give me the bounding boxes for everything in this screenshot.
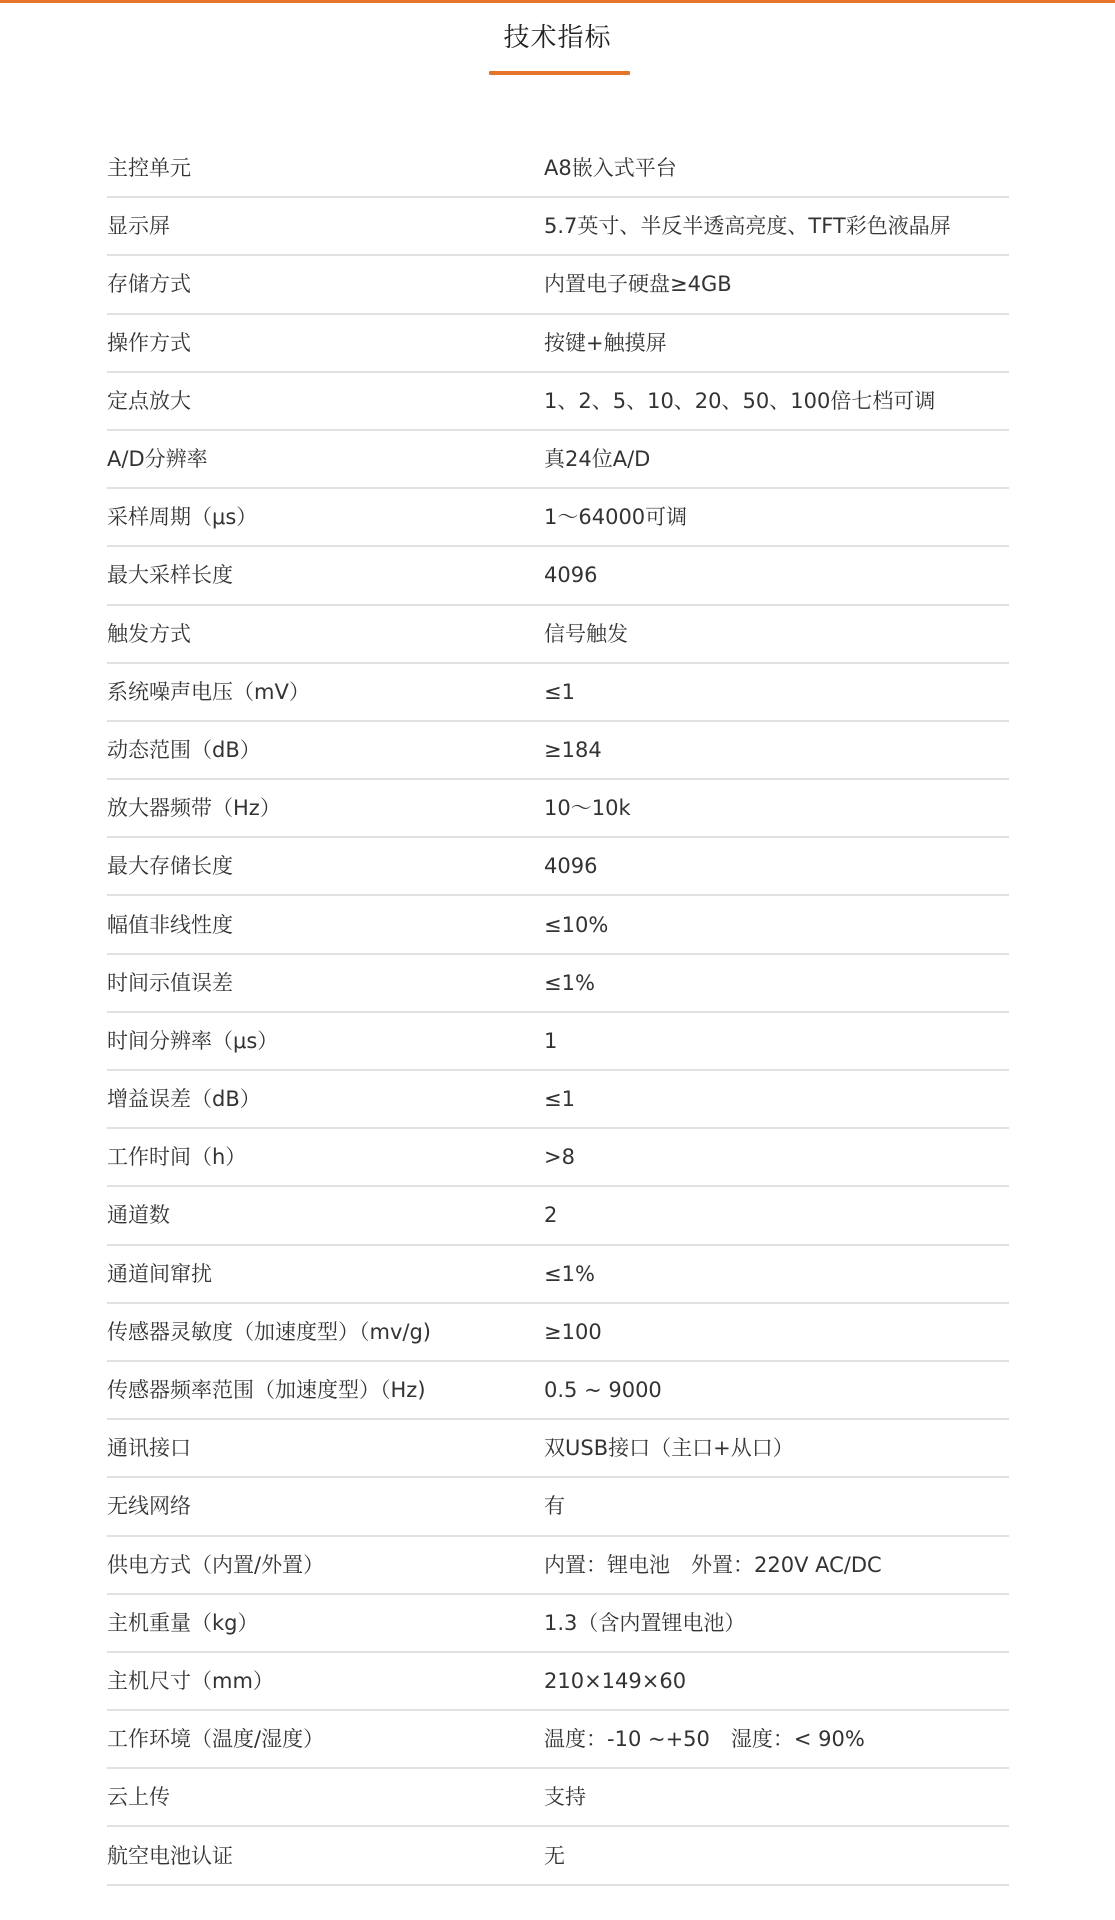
spec-label: 通道数 [107,1203,170,1228]
spec-value: 1～64000可调 [544,505,688,530]
spec-label: 工作时间（h） [107,1145,247,1170]
spec-row [107,1013,1009,1071]
spec-value: 4096 [544,854,598,879]
spec-value: ≤1% [544,970,595,995]
spec-label: 定点放大 [107,388,191,413]
spec-label: 工作环境（温度/湿度） [107,1727,325,1752]
spec-label: 触发方式 [107,621,191,646]
spec-row [107,780,1009,838]
spec-row [107,547,1009,605]
spec-value: 内置电子硬盘≥4GB [544,272,732,297]
spec-row [107,1187,1009,1245]
spec-value: ≤10% [544,912,609,937]
spec-label: 通道间窜扰 [107,1261,212,1286]
spec-row [107,722,1009,780]
spec-row [107,1246,1009,1304]
spec-row [107,198,1009,256]
spec-value: 温度：-10 ~+50 湿度：< 90% [544,1727,865,1752]
spec-row [107,489,1009,547]
spec-row [107,1478,1009,1536]
spec-row [107,838,1009,896]
spec-label: 存储方式 [107,272,191,297]
spec-row [107,664,1009,722]
spec-value: 有 [544,1494,565,1519]
section-header [0,0,1115,80]
spec-label: 传感器频率范围（加速度型）（Hz) [107,1378,426,1403]
spec-label: 放大器频带（Hz） [107,796,281,821]
spec-row [107,1711,1009,1769]
spec-row [107,1129,1009,1187]
spec-value: 信号触发 [544,621,628,646]
spec-value: ≤1% [544,1261,595,1286]
spec-label: 供电方式（内置/外置） [107,1552,325,1577]
spec-row [107,1420,1009,1478]
spec-label: 无线网络 [107,1494,191,1519]
spec-value: 无 [544,1843,565,1868]
spec-row [107,1827,1009,1885]
spec-label: 操作方式 [107,330,191,355]
spec-row [107,1537,1009,1595]
spec-value: 0.5 ~ 9000 [544,1378,662,1403]
spec-row [107,1769,1009,1827]
page-title: 技术指标 [503,23,612,53]
spec-label: 云上传 [107,1785,170,1810]
spec-label: 最大采样长度 [107,563,233,588]
spec-row [107,256,1009,314]
spec-label: 时间分辨率（μs） [107,1028,279,1053]
spec-row [107,1653,1009,1711]
spec-row [107,140,1009,198]
spec-value: 双USB接口（主口+从口） [544,1436,794,1461]
spec-value: 210×149×60 [544,1668,687,1693]
spec-label: 幅值非线性度 [107,912,233,937]
spec-label: A/D分辨率 [107,447,208,472]
spec-label: 采样周期（μs） [107,505,258,530]
spec-row [107,1362,1009,1420]
spec-row [107,1595,1009,1653]
spec-label: 显示屏 [107,214,170,239]
spec-value: 按键+触摸屏 [544,330,667,355]
spec-label: 时间示值误差 [107,970,233,995]
spec-label: 系统噪声电压（mV） [107,679,310,704]
spec-value: 4096 [544,563,598,588]
spec-row [107,315,1009,373]
spec-value: 1 [544,1028,558,1053]
spec-value: 真24位A/D [544,447,651,472]
spec-row [107,606,1009,664]
spec-row [107,955,1009,1013]
spec-label: 航空电池认证 [107,1843,233,1868]
spec-value: ≤1 [544,679,575,704]
spec-row [107,431,1009,489]
spec-value: 10～10k [544,796,631,821]
spec-value: 1、2、5、10、20、50、100倍七档可调 [544,388,936,413]
spec-label: 主机尺寸（mm） [107,1668,274,1693]
spec-label: 主机重量（kg） [107,1610,259,1635]
spec-value: ≤1 [544,1087,575,1112]
spec-value: A8嵌入式平台 [544,156,677,181]
spec-row [107,373,1009,431]
spec-value: 内置：锂电池 外置：220V AC/DC [544,1552,882,1577]
spec-value: 1.3（含内置锂电池） [544,1610,746,1635]
spec-value: >8 [544,1145,575,1170]
spec-row [107,1071,1009,1129]
spec-value: ≥100 [544,1319,602,1344]
spec-value: 5.7英寸、半反半透高亮度、TFT彩色液晶屏 [544,214,951,239]
spec-row [107,1304,1009,1362]
spec-label: 主控单元 [107,156,191,181]
spec-table [107,140,1009,1886]
spec-value: ≥184 [544,737,602,762]
spec-label: 最大存储长度 [107,854,233,879]
spec-label: 通讯接口 [107,1436,191,1461]
spec-value: 2 [544,1203,558,1228]
title-underline [489,71,630,75]
spec-label: 动态范围（dB） [107,737,261,762]
spec-row [107,896,1009,954]
spec-value: 支持 [544,1785,586,1810]
spec-label: 增益误差（dB） [107,1087,261,1112]
spec-label: 传感器灵敏度（加速度型）（mv/g) [107,1319,431,1344]
